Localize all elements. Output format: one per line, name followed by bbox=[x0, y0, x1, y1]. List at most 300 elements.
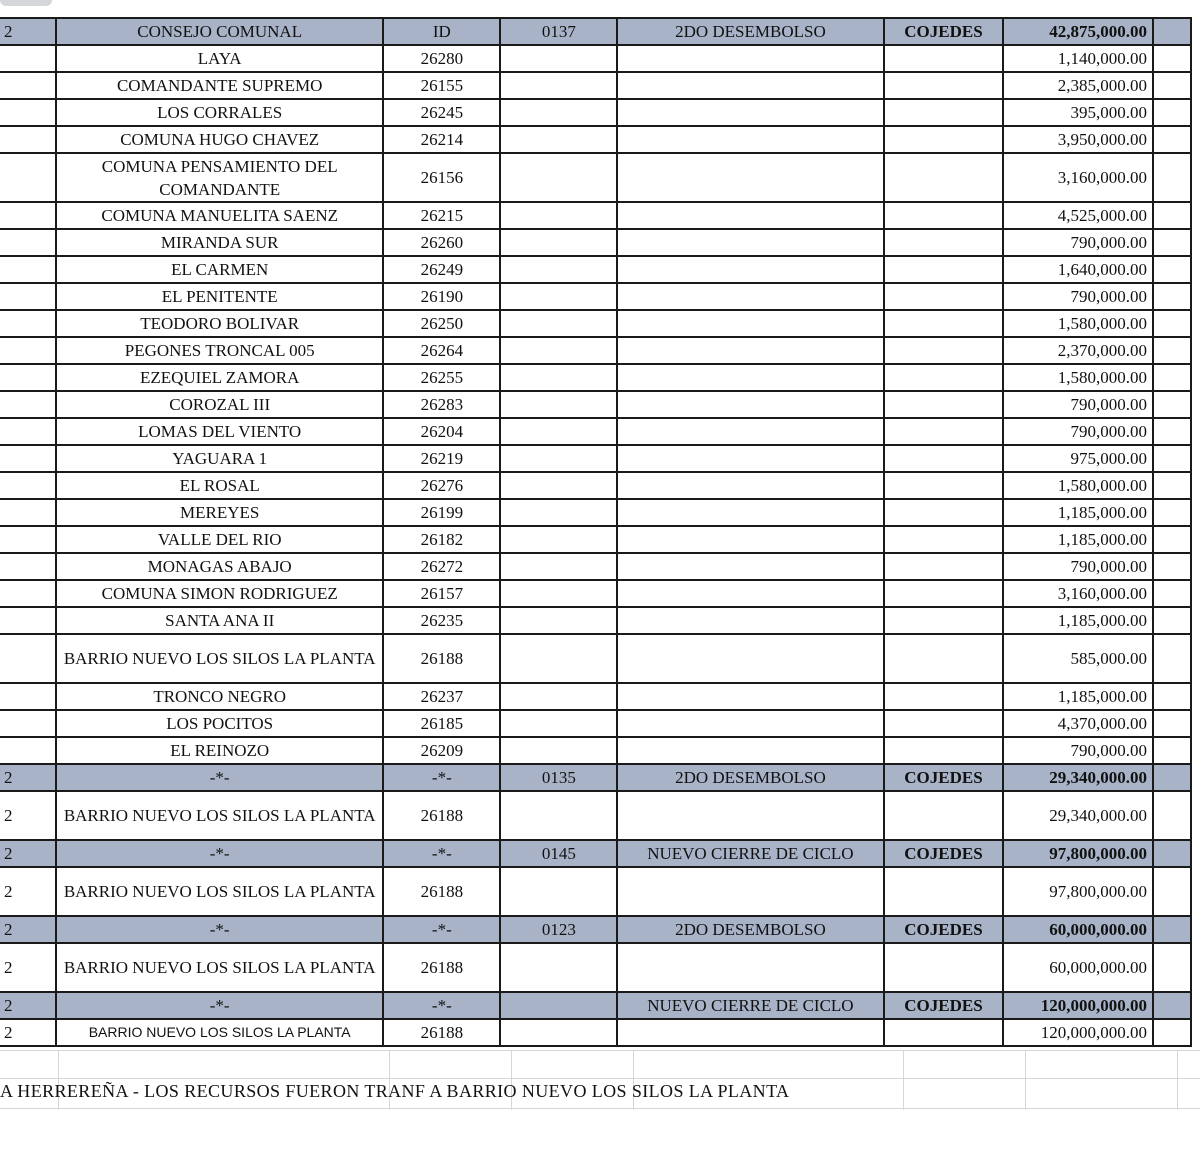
state-cell bbox=[884, 445, 1004, 472]
code-cell bbox=[500, 445, 617, 472]
code-cell bbox=[500, 153, 617, 202]
table-row bbox=[0, 867, 1191, 916]
table-row bbox=[0, 472, 1191, 499]
total-cell: 120,000,000.00 bbox=[1003, 992, 1153, 1019]
edge-cell bbox=[1153, 943, 1191, 992]
state-cell bbox=[884, 126, 1004, 153]
council-id: 26204 bbox=[383, 418, 500, 445]
council-name: EZEQUIEL ZAMORA bbox=[56, 364, 383, 391]
concept-cell bbox=[617, 791, 883, 840]
state-cell bbox=[884, 526, 1004, 553]
row-number: 2 bbox=[0, 992, 56, 1019]
code-cell bbox=[500, 472, 617, 499]
table-row bbox=[0, 256, 1191, 283]
council-name: EL PENITENTE bbox=[56, 283, 383, 310]
section-header-row bbox=[0, 992, 1191, 1019]
council-id: 26188 bbox=[383, 943, 500, 992]
council-name: TEODORO BOLIVAR bbox=[56, 310, 383, 337]
edge-cell bbox=[1153, 737, 1191, 764]
table-row bbox=[0, 99, 1191, 126]
amount-cell: 4,370,000.00 bbox=[1003, 710, 1153, 737]
row-number-cell bbox=[0, 310, 56, 337]
council-id: 26185 bbox=[383, 710, 500, 737]
amount-cell: 4,525,000.00 bbox=[1003, 202, 1153, 229]
edge-cell bbox=[1153, 607, 1191, 634]
council-id: 26188 bbox=[383, 634, 500, 683]
council-name: YAGUARA 1 bbox=[56, 445, 383, 472]
state-cell bbox=[884, 634, 1004, 683]
amount-cell: 585,000.00 bbox=[1003, 634, 1153, 683]
edge-cell bbox=[1153, 256, 1191, 283]
council-id: 26264 bbox=[383, 337, 500, 364]
council-name: BARRIO NUEVO LOS SILOS LA PLANTA bbox=[56, 634, 383, 683]
code-cell bbox=[500, 580, 617, 607]
state-cell: COJEDES bbox=[884, 992, 1004, 1019]
council-name: COMANDANTE SUPREMO bbox=[56, 72, 383, 99]
total-cell: 42,875,000.00 bbox=[1003, 18, 1153, 45]
state-cell bbox=[884, 153, 1004, 202]
concept-cell bbox=[617, 737, 883, 764]
concept-cell bbox=[617, 472, 883, 499]
concept-cell bbox=[617, 634, 883, 683]
amount-cell: 3,160,000.00 bbox=[1003, 580, 1153, 607]
council-name: COMUNA HUGO CHAVEZ bbox=[56, 126, 383, 153]
row-number-cell bbox=[0, 391, 56, 418]
row-number: 2 bbox=[0, 943, 56, 992]
table-row bbox=[0, 943, 1191, 992]
code-cell bbox=[500, 99, 617, 126]
row-number-cell bbox=[0, 607, 56, 634]
table-row bbox=[0, 445, 1191, 472]
amount-cell: 3,160,000.00 bbox=[1003, 153, 1153, 202]
code-cell bbox=[500, 283, 617, 310]
state-cell bbox=[884, 256, 1004, 283]
amount-cell: 3,950,000.00 bbox=[1003, 126, 1153, 153]
table-row bbox=[0, 710, 1191, 737]
table-row bbox=[0, 153, 1191, 202]
edge-cell bbox=[1153, 867, 1191, 916]
row-number-cell bbox=[0, 337, 56, 364]
total-cell: 60,000,000.00 bbox=[1003, 916, 1153, 943]
state-cell bbox=[884, 472, 1004, 499]
state-cell: COJEDES bbox=[884, 916, 1004, 943]
table-row bbox=[0, 391, 1191, 418]
council-id: 26188 bbox=[383, 791, 500, 840]
edge-cell bbox=[1153, 283, 1191, 310]
council-name: MONAGAS ABAJO bbox=[56, 553, 383, 580]
header-row bbox=[0, 18, 1191, 45]
row-number-cell bbox=[0, 72, 56, 99]
concept-cell bbox=[617, 445, 883, 472]
row-number-cell bbox=[0, 153, 56, 202]
amount-cell: 2,370,000.00 bbox=[1003, 337, 1153, 364]
amount-cell: 97,800,000.00 bbox=[1003, 867, 1153, 916]
concept-cell bbox=[617, 310, 883, 337]
code-cell bbox=[500, 526, 617, 553]
concept-cell: 2DO DESEMBOLSO bbox=[617, 764, 883, 791]
edge-cell bbox=[1153, 126, 1191, 153]
section-header-row bbox=[0, 916, 1191, 943]
edge-cell bbox=[1153, 18, 1191, 45]
code-cell bbox=[500, 553, 617, 580]
council-name: LOS CORRALES bbox=[56, 99, 383, 126]
amount-cell: 60,000,000.00 bbox=[1003, 943, 1153, 992]
council-id: 26188 bbox=[383, 1019, 500, 1046]
table-row bbox=[0, 683, 1191, 710]
council-name: COMUNA SIMON RODRIGUEZ bbox=[56, 580, 383, 607]
code-cell bbox=[500, 126, 617, 153]
council-name: MEREYES bbox=[56, 499, 383, 526]
table-row bbox=[0, 72, 1191, 99]
table-row bbox=[0, 202, 1191, 229]
row-number-cell bbox=[0, 99, 56, 126]
table-row bbox=[0, 283, 1191, 310]
council-name: EL REINOZO bbox=[56, 737, 383, 764]
state-cell bbox=[884, 72, 1004, 99]
code-cell bbox=[500, 737, 617, 764]
concept-cell: NUEVO CIERRE DE CICLO bbox=[617, 992, 883, 1019]
row-number-cell bbox=[0, 634, 56, 683]
amount-cell: 1,580,000.00 bbox=[1003, 310, 1153, 337]
edge-cell bbox=[1153, 791, 1191, 840]
state-cell bbox=[884, 607, 1004, 634]
table-row bbox=[0, 499, 1191, 526]
concept-cell bbox=[617, 580, 883, 607]
code-cell bbox=[500, 202, 617, 229]
edge-cell bbox=[1153, 499, 1191, 526]
amount-cell: 29,340,000.00 bbox=[1003, 791, 1153, 840]
council-name: TRONCO NEGRO bbox=[56, 683, 383, 710]
amount-cell: 1,580,000.00 bbox=[1003, 364, 1153, 391]
table-row bbox=[0, 126, 1191, 153]
council-name: BARRIO NUEVO LOS SILOS LA PLANTA bbox=[56, 791, 383, 840]
concept-cell bbox=[617, 202, 883, 229]
row-number: 2 bbox=[0, 1019, 56, 1046]
concept-cell bbox=[617, 499, 883, 526]
state-cell bbox=[884, 364, 1004, 391]
edge-cell bbox=[1153, 553, 1191, 580]
council-name: SANTA ANA II bbox=[56, 607, 383, 634]
council-id: 26199 bbox=[383, 499, 500, 526]
amount-cell: 120,000,000.00 bbox=[1003, 1019, 1153, 1046]
state-cell bbox=[884, 418, 1004, 445]
state-cell: COJEDES bbox=[884, 840, 1004, 867]
edge-cell bbox=[1153, 580, 1191, 607]
disbursement-table bbox=[0, 17, 1192, 1047]
council-name: EL ROSAL bbox=[56, 472, 383, 499]
row-number: 2 bbox=[0, 18, 56, 45]
state-cell bbox=[884, 737, 1004, 764]
row-number-cell bbox=[0, 256, 56, 283]
state-cell bbox=[884, 943, 1004, 992]
state-cell bbox=[884, 499, 1004, 526]
amount-cell: 1,140,000.00 bbox=[1003, 45, 1153, 72]
amount-cell: 1,185,000.00 bbox=[1003, 607, 1153, 634]
code-cell bbox=[500, 364, 617, 391]
council-name: -*- bbox=[56, 992, 383, 1019]
section-header-row bbox=[0, 840, 1191, 867]
row-number-cell bbox=[0, 445, 56, 472]
amount-cell: 790,000.00 bbox=[1003, 418, 1153, 445]
code-cell bbox=[500, 791, 617, 840]
council-name: VALLE DEL RIO bbox=[56, 526, 383, 553]
code-cell: 0123 bbox=[500, 916, 617, 943]
edge-cell bbox=[1153, 472, 1191, 499]
total-cell: 29,340,000.00 bbox=[1003, 764, 1153, 791]
council-id: 26214 bbox=[383, 126, 500, 153]
row-number: 2 bbox=[0, 916, 56, 943]
code-cell bbox=[500, 499, 617, 526]
table-row bbox=[0, 418, 1191, 445]
concept-cell bbox=[617, 256, 883, 283]
concept-cell bbox=[617, 683, 883, 710]
edge-cell bbox=[1153, 418, 1191, 445]
council-name: -*- bbox=[56, 764, 383, 791]
edge-cell bbox=[1153, 153, 1191, 202]
state-cell bbox=[884, 337, 1004, 364]
concept-cell bbox=[617, 943, 883, 992]
council-name: LAYA bbox=[56, 45, 383, 72]
code-cell bbox=[500, 391, 617, 418]
row-number-cell bbox=[0, 202, 56, 229]
council-id: 26155 bbox=[383, 72, 500, 99]
edge-cell bbox=[1153, 391, 1191, 418]
state-cell bbox=[884, 45, 1004, 72]
state-cell bbox=[884, 580, 1004, 607]
concept-cell: NUEVO CIERRE DE CICLO bbox=[617, 840, 883, 867]
code-cell: 0135 bbox=[500, 764, 617, 791]
council-id: -*- bbox=[383, 840, 500, 867]
amount-cell: 395,000.00 bbox=[1003, 99, 1153, 126]
state-cell bbox=[884, 710, 1004, 737]
council-name: LOMAS DEL VIENTO bbox=[56, 418, 383, 445]
council-name: -*- bbox=[56, 840, 383, 867]
council-id: 26219 bbox=[383, 445, 500, 472]
council-id: 26215 bbox=[383, 202, 500, 229]
amount-cell: 1,185,000.00 bbox=[1003, 499, 1153, 526]
council-id: 26250 bbox=[383, 310, 500, 337]
amount-cell: 2,385,000.00 bbox=[1003, 72, 1153, 99]
table-row bbox=[0, 45, 1191, 72]
amount-cell: 790,000.00 bbox=[1003, 391, 1153, 418]
edge-cell bbox=[1153, 229, 1191, 256]
amount-cell: 790,000.00 bbox=[1003, 283, 1153, 310]
council-id: -*- bbox=[383, 992, 500, 1019]
edge-cell bbox=[1153, 634, 1191, 683]
concept-cell: 2DO DESEMBOLSO bbox=[617, 18, 883, 45]
row-number-cell bbox=[0, 283, 56, 310]
row-number-cell bbox=[0, 580, 56, 607]
code-cell bbox=[500, 256, 617, 283]
row-number-cell bbox=[0, 553, 56, 580]
concept-cell bbox=[617, 418, 883, 445]
code-cell bbox=[500, 867, 617, 916]
council-name: -*- bbox=[56, 916, 383, 943]
code-cell bbox=[500, 337, 617, 364]
footer-note: A HERREREÑA - LOS RECURSOS FUERON TRANF A BARRIO NUEVO LOS SILOS LA PLANTA bbox=[0, 1081, 790, 1101]
concept-cell bbox=[617, 126, 883, 153]
edge-cell bbox=[1153, 1019, 1191, 1046]
table-row bbox=[0, 553, 1191, 580]
row-number-cell bbox=[0, 683, 56, 710]
council-id: 26245 bbox=[383, 99, 500, 126]
state-cell bbox=[884, 683, 1004, 710]
table-row bbox=[0, 229, 1191, 256]
state-cell bbox=[884, 310, 1004, 337]
row-number: 2 bbox=[0, 840, 56, 867]
council-name: BARRIO NUEVO LOS SILOS LA PLANTA bbox=[56, 943, 383, 992]
edge-cell bbox=[1153, 202, 1191, 229]
edge-cell bbox=[1153, 99, 1191, 126]
edge-cell bbox=[1153, 526, 1191, 553]
council-id: 26255 bbox=[383, 364, 500, 391]
total-cell: 97,800,000.00 bbox=[1003, 840, 1153, 867]
concept-cell: 2DO DESEMBOLSO bbox=[617, 916, 883, 943]
amount-cell: 1,580,000.00 bbox=[1003, 472, 1153, 499]
amount-cell: 790,000.00 bbox=[1003, 737, 1153, 764]
state-cell bbox=[884, 99, 1004, 126]
code-cell bbox=[500, 607, 617, 634]
council-name: COMUNA MANUELITA SAENZ bbox=[56, 202, 383, 229]
council-name: MIRANDA SUR bbox=[56, 229, 383, 256]
table-row bbox=[0, 580, 1191, 607]
edge-cell bbox=[1153, 683, 1191, 710]
state-cell: COJEDES bbox=[884, 764, 1004, 791]
council-id: 26272 bbox=[383, 553, 500, 580]
concept-cell bbox=[617, 337, 883, 364]
edge-cell bbox=[1153, 840, 1191, 867]
table-row bbox=[0, 364, 1191, 391]
council-id: 26157 bbox=[383, 580, 500, 607]
state-cell bbox=[884, 283, 1004, 310]
row-number-cell bbox=[0, 737, 56, 764]
council-id: -*- bbox=[383, 916, 500, 943]
concept-cell bbox=[617, 553, 883, 580]
table-row bbox=[0, 526, 1191, 553]
state-cell bbox=[884, 1019, 1004, 1046]
concept-cell bbox=[617, 391, 883, 418]
code-cell bbox=[500, 45, 617, 72]
council-id: 26260 bbox=[383, 229, 500, 256]
table-row bbox=[0, 1019, 1191, 1046]
council-name: BARRIO NUEVO LOS SILOS LA PLANTA bbox=[56, 867, 383, 916]
code-cell: 0137 bbox=[500, 18, 617, 45]
code-cell bbox=[500, 634, 617, 683]
code-cell bbox=[500, 72, 617, 99]
table-row bbox=[0, 791, 1191, 840]
council-id: 26283 bbox=[383, 391, 500, 418]
row-number-cell bbox=[0, 364, 56, 391]
window-edge bbox=[0, 0, 52, 6]
edge-cell bbox=[1153, 916, 1191, 943]
row-number-cell bbox=[0, 45, 56, 72]
concept-cell bbox=[617, 867, 883, 916]
row-number-cell bbox=[0, 418, 56, 445]
council-id: 26276 bbox=[383, 472, 500, 499]
row-number: 2 bbox=[0, 764, 56, 791]
council-id: 26182 bbox=[383, 526, 500, 553]
council-name: LOS POCITOS bbox=[56, 710, 383, 737]
concept-cell bbox=[617, 526, 883, 553]
council-id: 26190 bbox=[383, 283, 500, 310]
row-number-cell bbox=[0, 472, 56, 499]
concept-cell bbox=[617, 45, 883, 72]
id-column-label: ID bbox=[383, 18, 500, 45]
council-id: 26237 bbox=[383, 683, 500, 710]
state-cell bbox=[884, 229, 1004, 256]
council-id: 26156 bbox=[383, 153, 500, 202]
concept-cell bbox=[617, 364, 883, 391]
code-cell bbox=[500, 310, 617, 337]
state-cell bbox=[884, 391, 1004, 418]
state-cell bbox=[884, 791, 1004, 840]
edge-cell bbox=[1153, 45, 1191, 72]
column-title: CONSEJO COMUNAL bbox=[56, 18, 383, 45]
code-cell bbox=[500, 229, 617, 256]
row-number: 2 bbox=[0, 867, 56, 916]
table-row bbox=[0, 607, 1191, 634]
table-row bbox=[0, 337, 1191, 364]
concept-cell bbox=[617, 1019, 883, 1046]
edge-cell bbox=[1153, 72, 1191, 99]
edge-cell bbox=[1153, 337, 1191, 364]
council-id: 26188 bbox=[383, 867, 500, 916]
edge-cell bbox=[1153, 764, 1191, 791]
council-id: 26280 bbox=[383, 45, 500, 72]
council-name: EL CARMEN bbox=[56, 256, 383, 283]
concept-cell bbox=[617, 153, 883, 202]
state-cell bbox=[884, 553, 1004, 580]
amount-cell: 975,000.00 bbox=[1003, 445, 1153, 472]
state-cell bbox=[884, 202, 1004, 229]
row-number-cell bbox=[0, 526, 56, 553]
council-id: 26209 bbox=[383, 737, 500, 764]
row-number-cell bbox=[0, 710, 56, 737]
council-name: COROZAL III bbox=[56, 391, 383, 418]
council-id: 26249 bbox=[383, 256, 500, 283]
code-cell bbox=[500, 992, 617, 1019]
table-row bbox=[0, 310, 1191, 337]
code-cell bbox=[500, 418, 617, 445]
code-cell: 0145 bbox=[500, 840, 617, 867]
council-id: 26235 bbox=[383, 607, 500, 634]
concept-cell bbox=[617, 283, 883, 310]
amount-cell: 1,640,000.00 bbox=[1003, 256, 1153, 283]
section-header-row bbox=[0, 764, 1191, 791]
council-name: BARRIO NUEVO LOS SILOS LA PLANTA bbox=[56, 1019, 383, 1046]
code-cell bbox=[500, 683, 617, 710]
state-cell: COJEDES bbox=[884, 18, 1004, 45]
edge-cell bbox=[1153, 710, 1191, 737]
concept-cell bbox=[617, 229, 883, 256]
concept-cell bbox=[617, 72, 883, 99]
code-cell bbox=[500, 943, 617, 992]
edge-cell bbox=[1153, 445, 1191, 472]
council-id: -*- bbox=[383, 764, 500, 791]
amount-cell: 790,000.00 bbox=[1003, 229, 1153, 256]
edge-cell bbox=[1153, 992, 1191, 1019]
concept-cell bbox=[617, 99, 883, 126]
code-cell bbox=[500, 1019, 617, 1046]
concept-cell bbox=[617, 710, 883, 737]
amount-cell: 1,185,000.00 bbox=[1003, 683, 1153, 710]
amount-cell: 1,185,000.00 bbox=[1003, 526, 1153, 553]
edge-cell bbox=[1153, 310, 1191, 337]
amount-cell: 790,000.00 bbox=[1003, 553, 1153, 580]
council-name: COMUNA PENSAMIENTO DEL COMANDANTE bbox=[56, 153, 383, 202]
council-name: PEGONES TRONCAL 005 bbox=[56, 337, 383, 364]
state-cell bbox=[884, 867, 1004, 916]
